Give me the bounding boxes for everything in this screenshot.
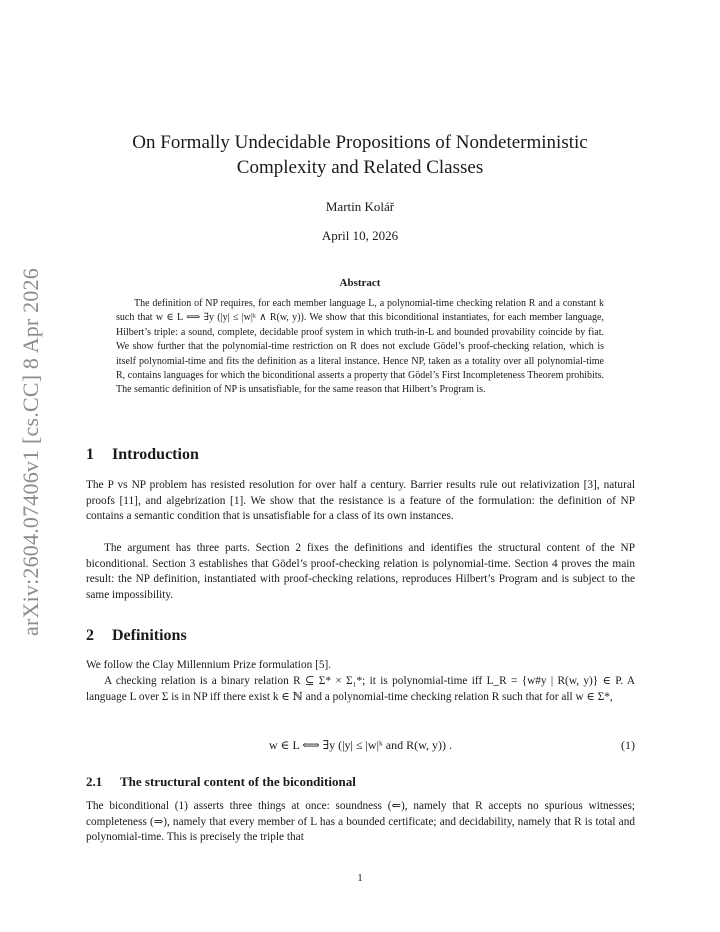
abstract-text: The definition of NP requires, for each member language L, a polynomial-time checking relation R and a constant k such that w ∈ L ⟺ ∃y (|y| ≤ |w|ᵏ ∧ R(w, y)). We show that this biconditional instantiates, for each member language, Hilbert’s triple: a sound, complete, decidable proof system in which truth-in-L and bounded provability coincide by fiat. We show further that the polynomial-time restriction on R does not exclude Gödel’s proof-checking relation, which is itself polynomial-time and fits the definition as a literal instance. Hence NP, taken as a totality over all polynomial-time R, contains languages for which the biconditional asserts a property that Gödel’s First Incompleteness Theorem prohibits. The semantic definition of NP is unsatisfiable, for the same reason that Hilbert’s Program is.: [116, 298, 604, 396]
paragraph: We follow the Clay Millennium Prize formulation [5].: [86, 659, 332, 671]
section-title: Introduction: [112, 446, 199, 463]
section-number: 2: [86, 627, 94, 644]
paragraph: The argument has three parts. Section 2 fixes the definitions and identifies the structural content of the NP biconditional. Section 3 establishes that Gödel’s proof-checking relation is polynomial-time. Section 4 proves the main result: the NP definition, instantiated with proof-checking relations, reproduces Hilbert’s Program and is subject to the same impossibility.: [86, 542, 635, 601]
paragraph: The P vs NP problem has resisted resolution for over half a century. Barrier results rule out relativization [3], natural proofs [11], and algebrization [1]. We show that the resistance is a feature of the formulation: the definition of NP contains a semantic condition that is unsatisfiable for a class of its own instances.: [86, 479, 635, 523]
paper-date: April 10, 2026: [321, 228, 399, 243]
section-heading-introduction: [86, 446, 199, 464]
arxiv-stamp: arXiv:2604.07406v1 [cs.CC] 8 Apr 2026: [18, 268, 43, 636]
paragraph: A checking relation is a binary relation R ⊆ Σ* × Σ₁*; it is polynomial-time iff L_R = {w#y | R(w, y)} ∈ P. A language L over Σ is in NP iff there exist k ∈ ℕ and a polynomial-time checking relation R such that for all w ∈ Σ*,: [86, 675, 635, 703]
section-heading-definitions: [86, 627, 187, 645]
section-number: 1: [86, 446, 94, 463]
page-number: 1: [357, 872, 363, 884]
paper-title: On Formally Undecidable Propositions of Nondeterministic Complexity and Related Classes: [132, 132, 588, 178]
section-title: Definitions: [112, 627, 187, 644]
abstract-heading: Abstract: [339, 277, 381, 289]
equation-1: [86, 736, 635, 758]
subsection-heading: [86, 774, 356, 790]
equation-tag: (1): [621, 738, 635, 752]
author-name: Martin Kolář: [325, 199, 395, 214]
subsection-title: The structural content of the biconditional: [120, 774, 356, 789]
equation-body: w ∈ L ⟺ ∃y (|y| ≤ |w|ᵏ and R(w, y)) .: [269, 738, 452, 752]
paragraph: The biconditional (1) asserts three things at once: soundness (⇐), namely that R accepts no spurious witnesses; completeness (⇒), namely that every member of L has a bounded certificate; and decidability, namely that R is total and polynomial-time. This is precisely the triple that: [86, 800, 635, 844]
subsection-number: 2.1: [86, 774, 103, 789]
